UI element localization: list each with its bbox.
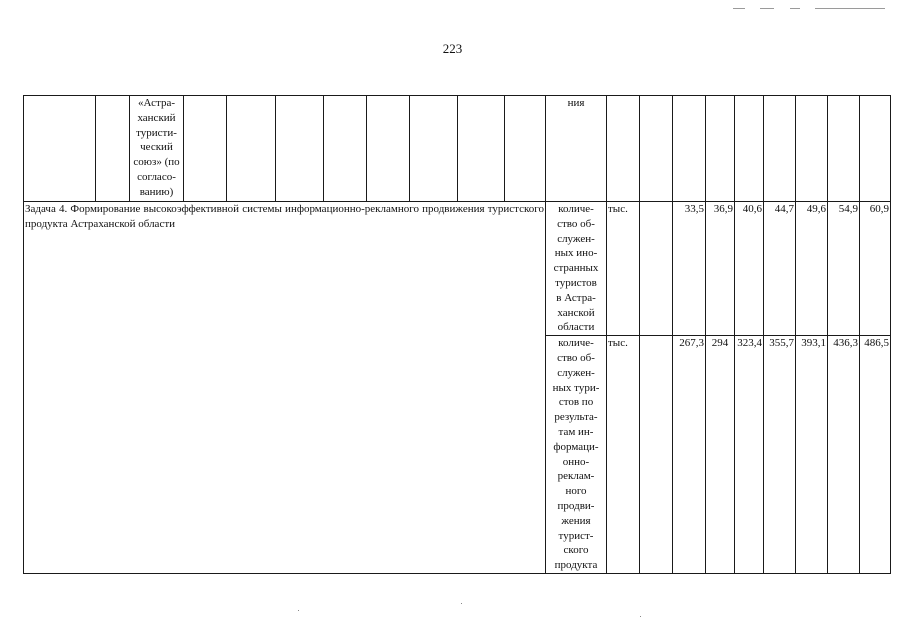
indicator-name-cell bbox=[546, 336, 607, 574]
table-cell bbox=[828, 96, 860, 202]
table-cell bbox=[607, 96, 640, 202]
table-cell bbox=[505, 96, 546, 202]
value-cell: 44,7 bbox=[764, 202, 796, 336]
text-line: ных ино- bbox=[554, 247, 598, 260]
text-line: согласо- bbox=[137, 170, 176, 183]
table-cell bbox=[860, 96, 891, 202]
text-line: области bbox=[557, 321, 595, 334]
text-line: союз» (по bbox=[133, 156, 180, 169]
value-cell: 40,6 bbox=[735, 202, 764, 336]
value-cell: 323,4 bbox=[735, 336, 764, 574]
table-cell bbox=[276, 96, 324, 202]
indicator-name-cell bbox=[546, 202, 607, 336]
unit-cell: тыс. bbox=[607, 336, 640, 574]
text-line: ханской bbox=[557, 306, 595, 319]
text-line: формаци- bbox=[553, 440, 599, 453]
text-line: ство об- bbox=[557, 351, 595, 364]
value-cell: 267,3 bbox=[673, 336, 706, 574]
value-cell: 436,3 bbox=[828, 336, 860, 574]
value-cell: 60,9 bbox=[860, 202, 891, 336]
scan-artifact bbox=[815, 8, 885, 9]
text-line: странных bbox=[553, 262, 599, 275]
text-line: туристов bbox=[555, 276, 597, 289]
table-cell bbox=[640, 202, 673, 336]
text-line: ческий bbox=[140, 141, 173, 154]
value-cell: 54,9 bbox=[828, 202, 860, 336]
table-cell bbox=[184, 96, 227, 202]
table-cell bbox=[735, 96, 764, 202]
text-line: там ин- bbox=[558, 425, 594, 438]
text-line: реклам- bbox=[557, 470, 595, 483]
program-table bbox=[23, 95, 891, 574]
table-cell bbox=[706, 96, 735, 202]
value-cell: 33,5 bbox=[673, 202, 706, 336]
organization-cell bbox=[130, 96, 184, 202]
table-cell bbox=[24, 96, 96, 202]
text-line: онно- bbox=[562, 455, 590, 468]
text-line: ского bbox=[563, 544, 589, 557]
table-cell bbox=[640, 336, 673, 574]
value-cell: 36,9 bbox=[706, 202, 735, 336]
text-line: ного bbox=[565, 485, 587, 498]
unit-cell: тыс. bbox=[607, 202, 640, 336]
table-cell bbox=[227, 96, 276, 202]
value-cell: 294 bbox=[706, 336, 735, 574]
indicator-cell: ния bbox=[546, 96, 607, 202]
text-line: ство об- bbox=[557, 217, 595, 230]
table-cell bbox=[96, 96, 130, 202]
text-line: ных тури- bbox=[552, 381, 600, 394]
table-cell bbox=[410, 96, 458, 202]
page-number: 223 bbox=[442, 41, 463, 56]
table-cell bbox=[367, 96, 410, 202]
table-cell bbox=[458, 96, 505, 202]
text-line: количе- bbox=[558, 203, 594, 215]
value-cell: 355,7 bbox=[764, 336, 796, 574]
task-4-description: Задача 4. Формирование высокоэффективной системы информационно-рекламного продвижения туристского продукта Астраханской области bbox=[24, 202, 546, 574]
text-line: турист- bbox=[558, 529, 594, 542]
table-row bbox=[24, 96, 891, 202]
text-line: «Астра- bbox=[137, 97, 176, 109]
text-line: служен- bbox=[557, 232, 595, 245]
scan-artifact bbox=[760, 8, 774, 9]
text-line: продви- bbox=[557, 499, 595, 512]
text-line: служен- bbox=[557, 366, 595, 379]
text-line: ванию) bbox=[139, 185, 174, 198]
scan-artifact bbox=[461, 603, 462, 604]
text-line: ханский bbox=[137, 111, 176, 124]
table-cell bbox=[324, 96, 367, 202]
text-line: продукта bbox=[554, 559, 598, 572]
table-cell bbox=[764, 96, 796, 202]
table-row bbox=[24, 202, 891, 336]
table-cell bbox=[673, 96, 706, 202]
text-line: в Астра- bbox=[556, 291, 596, 304]
text-line: результа- bbox=[554, 411, 598, 424]
value-cell: 486,5 bbox=[860, 336, 891, 574]
table-cell bbox=[640, 96, 673, 202]
scan-artifact bbox=[640, 616, 641, 617]
text-line: стов по bbox=[558, 396, 594, 409]
text-line: количе- bbox=[558, 337, 594, 350]
value-cell: 393,1 bbox=[796, 336, 828, 574]
scan-artifact bbox=[298, 610, 299, 611]
scan-artifact bbox=[790, 8, 800, 9]
value-cell: 49,6 bbox=[796, 202, 828, 336]
text-line: туристи- bbox=[136, 126, 177, 139]
scan-artifact bbox=[733, 8, 745, 9]
text-line: жения bbox=[561, 514, 591, 527]
table-cell bbox=[796, 96, 828, 202]
